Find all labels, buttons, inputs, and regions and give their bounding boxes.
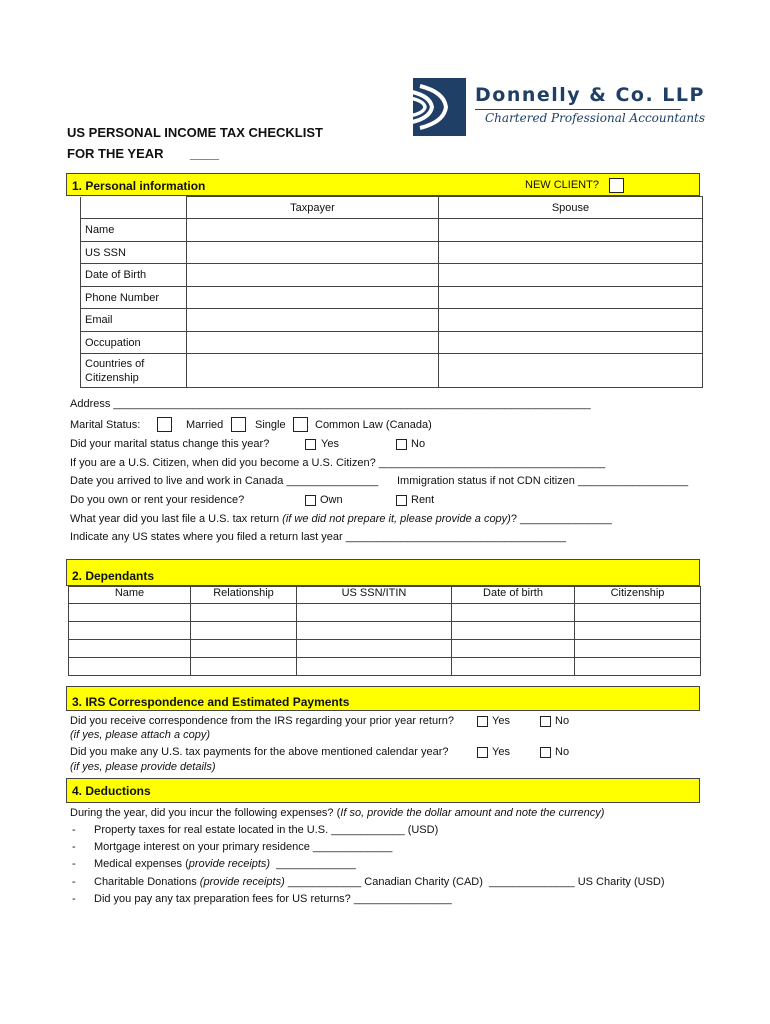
new-client-label: NEW CLIENT? xyxy=(525,179,599,191)
table-cell[interactable] xyxy=(575,604,701,622)
blank-header-cell xyxy=(81,197,187,219)
last-filed-question[interactable] xyxy=(70,513,612,525)
company-logo xyxy=(410,78,706,136)
spouse-cell[interactable] xyxy=(439,219,703,242)
row-label: US SSN xyxy=(81,242,187,264)
address-field[interactable]: Address ______________________________________________________________________________ xyxy=(70,398,591,410)
section-4-header xyxy=(66,778,700,803)
married-label: Married xyxy=(186,419,224,431)
table-cell[interactable] xyxy=(191,640,297,658)
rent-label: Rent xyxy=(411,494,435,506)
table-row xyxy=(69,658,701,676)
table-cell[interactable] xyxy=(69,658,191,676)
table-cell[interactable] xyxy=(575,658,701,676)
marital-change-no-checkbox[interactable] xyxy=(396,439,407,450)
deductions-intro-text: During the year, did you incur the following expenses? ( xyxy=(70,807,341,819)
irs-correspondence-note: (if yes, please attach a copy) xyxy=(70,729,211,741)
spouse-cell[interactable] xyxy=(439,287,703,309)
table-row xyxy=(69,622,701,640)
citizenship-label-1: Countries of xyxy=(85,357,145,370)
table-cell[interactable] xyxy=(297,658,452,676)
taxpayer-header: Taxpayer xyxy=(187,197,439,219)
yes-label: Yes xyxy=(492,746,510,758)
taxpayer-cell[interactable] xyxy=(187,354,439,388)
row-label: Occupation xyxy=(81,332,187,354)
property-taxes-field[interactable]: Property taxes for real estate located in the U.S. ____________ (USD) xyxy=(94,824,439,836)
single-checkbox[interactable] xyxy=(293,417,308,432)
col-dob: Date of birth xyxy=(452,587,575,604)
year-field[interactable]: ____ xyxy=(190,146,219,161)
section-1-header xyxy=(66,173,700,196)
last-filed-blank: ? _______________ xyxy=(510,513,612,525)
page-title: US PERSONAL INCOME TAX CHECKLIST xyxy=(67,125,323,140)
rent-checkbox[interactable] xyxy=(396,495,407,506)
col-name: Name xyxy=(69,587,191,604)
deductions-intro xyxy=(70,807,604,819)
taxpayer-cell[interactable] xyxy=(187,332,439,354)
spouse-cell[interactable] xyxy=(439,264,703,287)
section-2-title: 2. Dependants xyxy=(72,569,155,583)
spouse-cell[interactable] xyxy=(439,242,703,264)
taxpayer-cell[interactable] xyxy=(187,219,439,242)
last-filed-text: What year did you last file a U.S. tax return xyxy=(70,513,283,525)
dependants-header-row xyxy=(69,587,701,604)
spouse-header: Spouse xyxy=(439,197,703,219)
logo-rule xyxy=(475,109,681,110)
table-row xyxy=(81,219,703,242)
irs-correspondence-no-checkbox[interactable] xyxy=(540,716,551,727)
table-row xyxy=(69,640,701,658)
medical-expenses-field[interactable] xyxy=(94,858,356,870)
table-cell[interactable] xyxy=(575,640,701,658)
col-ssn: US SSN/ITIN xyxy=(297,587,452,604)
col-citizenship: Citizenship xyxy=(575,587,701,604)
bullet-dash: - xyxy=(72,841,76,853)
citizen-question[interactable]: If you are a U.S. Citizen, when did you become a U.S. Citizen? _____________________________________ xyxy=(70,457,606,469)
own-checkbox[interactable] xyxy=(305,495,316,506)
row-label xyxy=(81,354,187,388)
table-cell[interactable] xyxy=(297,622,452,640)
taxpayer-cell[interactable] xyxy=(187,309,439,332)
logo-tagline: Chartered Professional Accountants xyxy=(485,111,706,125)
deductions-intro-note: If so, provide the dollar amount and note the currency) xyxy=(340,807,605,819)
charitable-donations-note: (provide receipts) xyxy=(199,876,285,888)
table-cell[interactable] xyxy=(452,658,575,676)
bullet-dash: - xyxy=(72,858,76,870)
section-3-header xyxy=(66,686,700,711)
medical-expenses-note: provide receipts) xyxy=(188,858,271,870)
medical-expenses-text: Medical expenses ( xyxy=(94,858,189,870)
no-label: No xyxy=(555,746,570,758)
medical-expenses-blank: _____________ xyxy=(270,858,356,870)
table-cell[interactable] xyxy=(452,604,575,622)
yes-label: Yes xyxy=(321,438,339,450)
yes-label: Yes xyxy=(492,715,510,727)
tax-payments-yes-checkbox[interactable] xyxy=(477,747,488,758)
logo-name: Donnelly & Co. LLP xyxy=(475,84,705,106)
tax-payments-question: Did you make any U.S. tax payments for the above mentioned calendar year? xyxy=(70,746,449,758)
marital-status-label: Marital Status: xyxy=(70,419,141,431)
table-row xyxy=(81,354,703,388)
table-row xyxy=(81,264,703,287)
common-law-label: Common Law (Canada) xyxy=(315,419,432,431)
table-row xyxy=(69,604,701,622)
page-subtitle: FOR THE YEAR xyxy=(67,146,164,161)
col-relationship: Relationship xyxy=(191,587,297,604)
bullet-dash: - xyxy=(72,876,76,888)
table-row xyxy=(81,287,703,309)
table-cell[interactable] xyxy=(69,640,191,658)
charitable-donations-text: Charitable Donations xyxy=(94,876,200,888)
section-4-title: 4. Deductions xyxy=(72,784,151,798)
charitable-donations-blanks: ____________ Canadian Charity (CAD) ______________ US Charity (USD) xyxy=(284,876,665,888)
spouse-cell[interactable] xyxy=(439,354,703,388)
spouse-cell[interactable] xyxy=(439,332,703,354)
dependants-table xyxy=(68,586,701,676)
bullet-dash: - xyxy=(72,824,76,836)
personal-info-table xyxy=(80,196,703,388)
single-label: Single xyxy=(255,419,286,431)
marital-change-question: Did your marital status change this year? xyxy=(70,438,270,450)
table-row xyxy=(81,309,703,332)
bullet-dash: - xyxy=(72,893,76,905)
married-checkbox[interactable] xyxy=(231,417,246,432)
tax-prep-fees-field[interactable]: Did you pay any tax preparation fees for US returns? ________________ xyxy=(94,893,452,905)
no-label: No xyxy=(555,715,570,727)
charitable-donations-field[interactable] xyxy=(94,876,665,888)
tax-payments-no-checkbox[interactable] xyxy=(540,747,551,758)
table-header-row xyxy=(81,197,703,219)
table-row xyxy=(81,242,703,264)
table-cell[interactable] xyxy=(297,604,452,622)
tax-payments-note: (if yes, please provide details) xyxy=(70,761,216,773)
taxpayer-cell[interactable] xyxy=(187,242,439,264)
logo-mark-icon xyxy=(410,78,466,136)
new-client-checkbox[interactable] xyxy=(609,178,624,193)
own-rent-question: Do you own or rent your residence? xyxy=(70,494,245,506)
last-filed-note: (if we did not prepare it, please provide a copy) xyxy=(282,513,511,525)
table-cell[interactable] xyxy=(191,658,297,676)
us-states-field[interactable]: Indicate any US states where you filed a return last year ____________________________________ xyxy=(70,531,566,543)
table-cell[interactable] xyxy=(575,622,701,640)
spouse-cell[interactable] xyxy=(439,309,703,332)
section-2-header xyxy=(66,559,700,586)
marital-change-yes-checkbox[interactable] xyxy=(305,439,316,450)
arrival-date-field[interactable]: Date you arrived to live and work in Canada _______________ xyxy=(70,475,379,487)
no-label: No xyxy=(411,438,426,450)
immigration-status-field[interactable]: Immigration status if not CDN citizen __________________ xyxy=(397,475,689,487)
row-label: Email xyxy=(81,309,187,332)
taxpayer-cell[interactable] xyxy=(187,287,439,309)
table-cell[interactable] xyxy=(297,640,452,658)
row-label: Date of Birth xyxy=(81,264,187,287)
taxpayer-cell[interactable] xyxy=(187,264,439,287)
table-cell[interactable] xyxy=(452,640,575,658)
citizenship-label-2: Citizenship xyxy=(85,371,139,384)
marital-blank-checkbox[interactable] xyxy=(157,417,172,432)
own-label: Own xyxy=(320,494,343,506)
section-1-title: 1. Personal information xyxy=(72,179,206,193)
row-label: Name xyxy=(81,219,187,242)
table-cell[interactable] xyxy=(69,604,191,622)
mortgage-interest-field[interactable]: Mortgage interest on your primary residence _____________ xyxy=(94,841,393,853)
table-cell[interactable] xyxy=(69,622,191,640)
table-row xyxy=(81,332,703,354)
irs-correspondence-question: Did you receive correspondence from the IRS regarding your prior year return? xyxy=(70,715,454,727)
section-3-title: 3. IRS Correspondence and Estimated Payments xyxy=(72,695,350,709)
row-label: Phone Number xyxy=(81,287,187,309)
table-cell[interactable] xyxy=(452,622,575,640)
table-cell[interactable] xyxy=(191,622,297,640)
table-cell[interactable] xyxy=(191,604,297,622)
irs-correspondence-yes-checkbox[interactable] xyxy=(477,716,488,727)
